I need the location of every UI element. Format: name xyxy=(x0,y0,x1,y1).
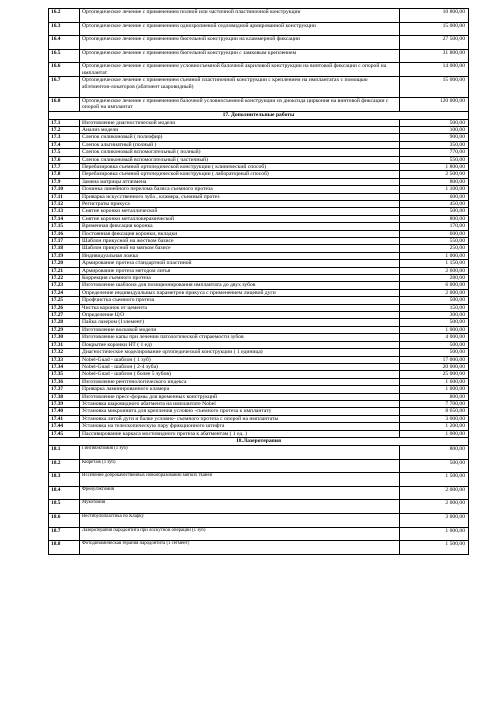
row-description: Приварка искусственного зуба , кламера, съемный протез xyxy=(80,193,400,200)
table-row xyxy=(49,371,469,378)
table-row xyxy=(49,430,469,437)
price-table xyxy=(48,8,469,555)
row-number: 17.14 xyxy=(49,215,80,222)
row-price: 8 650,00 xyxy=(400,408,469,415)
row-price: 500,00 xyxy=(400,459,469,473)
table-row xyxy=(49,215,469,222)
row-number: 17.23 xyxy=(49,282,80,289)
table-row xyxy=(49,304,469,311)
row-number: 17.21 xyxy=(49,267,80,274)
row-number: 17.18 xyxy=(49,245,80,252)
row-number: 17.44 xyxy=(49,423,80,430)
row-price: 550,00 xyxy=(400,156,469,163)
row-price: 170,00 xyxy=(400,223,469,230)
row-description: Лазеротерапия пародонтита при лоскутной операции (1 зуб) xyxy=(80,527,400,541)
row-description: Покрытие коронки НТ ( 1 ед) xyxy=(80,341,400,348)
row-description: Определение Ц/О xyxy=(80,312,400,319)
table-row xyxy=(49,245,469,252)
row-price: 500,00 xyxy=(400,297,469,304)
row-description: Приварка ламинированного кламера xyxy=(80,386,400,393)
row-price: 1 500,00 xyxy=(400,541,469,555)
row-number: 17.10 xyxy=(49,186,80,193)
table-row xyxy=(49,282,469,289)
table-row xyxy=(49,149,469,156)
table-row xyxy=(49,171,469,178)
row-description: Пассивирование каркаса мостовидного протеза к абатментам ( 1 ед. ) xyxy=(80,430,400,437)
row-description: Установка микроинита для крепления условно -съемного протеза к имплантату xyxy=(80,408,400,415)
section-header xyxy=(49,437,469,445)
section-title: 18.Лазеротерапия xyxy=(49,437,469,445)
row-description: Установка шаровидного абатмента на имплантате Nobel xyxy=(80,400,400,407)
row-price: 600,00 xyxy=(400,230,469,237)
row-number: 17.27 xyxy=(49,312,80,319)
row-description: Nobel-Guad - шаблон ( более 5 зубов) xyxy=(80,371,400,378)
row-description: Ортопедическое лечение с применением полной или частичной пластиночной конструкции xyxy=(80,9,400,23)
row-price: 500,00 xyxy=(400,349,469,356)
row-price: 1 200,00 xyxy=(400,423,469,430)
row-number: 18.2 xyxy=(49,459,80,473)
row-number: 17.29 xyxy=(49,326,80,333)
row-description: Изготовление пресс-формы для временных конструкций xyxy=(80,393,400,400)
row-number: 16.8 xyxy=(49,97,80,111)
table-row xyxy=(49,356,469,363)
table-row xyxy=(49,178,469,185)
table-row xyxy=(49,77,469,98)
row-number: 16.6 xyxy=(49,63,80,77)
table-row xyxy=(49,193,469,200)
row-number: 18.5 xyxy=(49,500,80,514)
row-number: 16.5 xyxy=(49,49,80,63)
row-price: 1 100,00 xyxy=(400,186,469,193)
row-description: Изготовление диагностической модели xyxy=(80,119,400,126)
row-number: 17.32 xyxy=(49,349,80,356)
table-row xyxy=(49,275,469,282)
row-price: 2 000,00 xyxy=(400,289,469,296)
table-row xyxy=(49,393,469,400)
table-row xyxy=(49,445,469,459)
row-number: 18.8 xyxy=(49,541,80,555)
row-number: 17.34 xyxy=(49,363,80,370)
price-table-body xyxy=(49,9,469,555)
row-price: 1 000,00 xyxy=(400,527,469,541)
section-header xyxy=(49,111,469,119)
row-description: Гингивэктомия (1 зуб) xyxy=(80,445,400,459)
row-description: Починка линейного перелома базиса съемного протеза xyxy=(80,186,400,193)
row-number: 17.3 xyxy=(49,134,80,141)
row-number: 17.26 xyxy=(49,304,80,311)
table-row xyxy=(49,423,469,430)
row-number: 16.4 xyxy=(49,36,80,50)
row-description: Ортопедическое лечение с применением однозропненой седловидной армированной конструкции xyxy=(80,22,400,36)
row-description: Коррекция съемного протеза xyxy=(80,275,400,282)
row-description: Диагностическое моделирование ортопедической конструкции ( 1 единица) xyxy=(80,349,400,356)
row-description: Временная фиксация коронка xyxy=(80,223,400,230)
table-row xyxy=(49,9,469,23)
row-price: 1 800,00 xyxy=(400,163,469,170)
table-row xyxy=(49,252,469,259)
row-description: Nobel-Guad - шаблон ( 2-4 зуба) xyxy=(80,363,400,370)
table-row xyxy=(49,459,469,473)
row-description: Профчистка съемного протеза xyxy=(80,297,400,304)
row-description: Ортопедическое лечение с применением бюгельной конструкции на кламмерной фиксации xyxy=(80,36,400,50)
row-number: 18.4 xyxy=(49,486,80,500)
row-price: 250,00 xyxy=(400,245,469,252)
row-description: Перебазировка съемной ортопедической конструкции ( клинический способ) xyxy=(80,163,400,170)
table-row xyxy=(49,260,469,267)
row-number: 17.39 xyxy=(49,400,80,407)
table-row xyxy=(49,400,469,407)
row-number: 17.45 xyxy=(49,430,80,437)
row-number: 17.12 xyxy=(49,200,80,207)
row-number: 16.3 xyxy=(49,22,80,36)
table-row xyxy=(49,334,469,341)
table-row xyxy=(49,341,469,348)
row-price: 100,00 xyxy=(400,126,469,133)
row-number: 17.37 xyxy=(49,386,80,393)
row-number: 17.2 xyxy=(49,126,80,133)
row-description: Вестибулопластика по Кларку xyxy=(80,513,400,527)
table-row xyxy=(49,473,469,487)
row-price: 800,00 xyxy=(400,445,469,459)
row-description: Фотодинамическая терапия пародонтита (1 сегмент) xyxy=(80,541,400,555)
table-row xyxy=(49,141,469,148)
row-price: 900,00 xyxy=(400,134,469,141)
table-row xyxy=(49,486,469,500)
row-number: 17.4 xyxy=(49,141,80,148)
row-price: 550,00 xyxy=(400,238,469,245)
table-row xyxy=(49,500,469,514)
row-description: Установка на телескопическую пару фрикционного штифта xyxy=(80,423,400,430)
row-description: Чистка коронок от цемента xyxy=(80,304,400,311)
row-description: Френулэктомия xyxy=(80,486,400,500)
row-number: 17.36 xyxy=(49,378,80,385)
row-number: 17.15 xyxy=(49,223,80,230)
row-number: 17.20 xyxy=(49,260,80,267)
row-number: 17.22 xyxy=(49,275,80,282)
row-price: 14 000,00 xyxy=(400,63,469,77)
table-row xyxy=(49,63,469,77)
row-description: Мукотомия xyxy=(80,500,400,514)
row-description: Ортопедическое лечение с применением условносъемной балочной акриловой конструкции на винтовой фиксации с опорой на имплантат xyxy=(80,63,400,77)
row-number: 17.24 xyxy=(49,289,80,296)
row-description: Замена матрицы аттачмена xyxy=(80,178,400,185)
row-price: 1 000,00 xyxy=(400,430,469,437)
row-number: 17.8 xyxy=(49,171,80,178)
row-price: 2 000,00 xyxy=(400,500,469,514)
row-price: 31 800,00 xyxy=(400,49,469,63)
table-row xyxy=(49,97,469,111)
table-row xyxy=(49,134,469,141)
row-number: 18.1 xyxy=(49,445,80,459)
table-row xyxy=(49,289,469,296)
row-description: Изготовление шаблона для позиционирования имплантата до двух зубов xyxy=(80,282,400,289)
row-price: 300,00 xyxy=(400,312,469,319)
row-number: 17.9 xyxy=(49,178,80,185)
row-price: 15 000,00 xyxy=(400,77,469,98)
row-number: 16.7 xyxy=(49,77,80,98)
table-row xyxy=(49,513,469,527)
section-title: 17. Дополнительные работы xyxy=(49,111,469,119)
row-description: Снятие коронки металлокерамической xyxy=(80,215,400,222)
table-row xyxy=(49,312,469,319)
row-description: Кюретаж (1 зуб) xyxy=(80,459,400,473)
row-price: 25 000,00 xyxy=(400,371,469,378)
table-row xyxy=(49,326,469,333)
row-number: 17.1 xyxy=(49,119,80,126)
row-price: 27 500,00 xyxy=(400,36,469,50)
table-row xyxy=(49,163,469,170)
table-row xyxy=(49,415,469,422)
row-number: 17.35 xyxy=(49,371,80,378)
row-price: 4 000,00 xyxy=(400,334,469,341)
row-description: Изготовление восковой модели xyxy=(80,326,400,333)
table-row xyxy=(49,527,469,541)
table-row xyxy=(49,200,469,207)
row-number: 17.6 xyxy=(49,156,80,163)
row-price: 120 000,00 xyxy=(400,97,469,111)
row-number: 17.30 xyxy=(49,334,80,341)
row-description: Шаблон прикусной на мягком базисе xyxy=(80,245,400,252)
row-price: 800,00 xyxy=(400,178,469,185)
table-row xyxy=(49,349,469,356)
row-number: 17.33 xyxy=(49,356,80,363)
table-row xyxy=(49,126,469,133)
row-number: 17.11 xyxy=(49,193,80,200)
row-number: 16.2 xyxy=(49,9,80,23)
row-price: 15 000,00 xyxy=(400,22,469,36)
row-number: 17.28 xyxy=(49,319,80,326)
row-price: 3 000,00 xyxy=(400,415,469,422)
table-row xyxy=(49,386,469,393)
row-description: Постоянная фиксация коронки, вкладки xyxy=(80,230,400,237)
row-number: 17.19 xyxy=(49,252,80,259)
row-price: 800,00 xyxy=(400,215,469,222)
row-price: 150,00 xyxy=(400,304,469,311)
row-description: Индивидуальная ложка xyxy=(80,252,400,259)
price-list-sheet xyxy=(48,8,468,555)
row-number: 17.31 xyxy=(49,341,80,348)
row-description: Слепок альгинатный (полный ) xyxy=(80,141,400,148)
row-number: 17.38 xyxy=(49,393,80,400)
row-number: 17.5 xyxy=(49,149,80,156)
row-number: 17.7 xyxy=(49,163,80,170)
row-price: 770,00 xyxy=(400,149,469,156)
row-price: 10 800,00 xyxy=(400,9,469,23)
table-row xyxy=(49,408,469,415)
row-price: 600,00 xyxy=(400,193,469,200)
row-price: 6 000,00 xyxy=(400,282,469,289)
row-description: Определение индивидуальных параметров прикуса с применением лицевой дуги xyxy=(80,289,400,296)
row-description: Ортопедическое лечение с применением бюгельной конструкции с замковым креплением xyxy=(80,49,400,63)
row-description: Слепок силиконовый вспомогательный ( частичный) xyxy=(80,156,400,163)
row-number: 18.7 xyxy=(49,527,80,541)
row-description: Шаблон прикусной на жестком базисе xyxy=(80,238,400,245)
row-description: Слепок силиконовый вспомогательный ( полный) xyxy=(80,149,400,156)
row-number: 18.3 xyxy=(49,473,80,487)
table-row xyxy=(49,119,469,126)
row-price: 2 000,00 xyxy=(400,486,469,500)
table-row xyxy=(49,186,469,193)
row-price: 1 150,00 xyxy=(400,260,469,267)
row-price: 1 000,00 xyxy=(400,386,469,393)
table-row xyxy=(49,238,469,245)
table-row xyxy=(49,363,469,370)
row-price: 1 000,00 xyxy=(400,326,469,333)
row-price: 1 600,00 xyxy=(400,378,469,385)
table-row xyxy=(49,378,469,385)
table-row xyxy=(49,208,469,215)
table-row xyxy=(49,230,469,237)
row-price: 1 500,00 xyxy=(400,473,469,487)
row-price: 280,00 xyxy=(400,275,469,282)
row-price: 1 000,00 xyxy=(400,252,469,259)
row-description: Иссечение доброкачественных новообразований мягких тканей xyxy=(80,473,400,487)
row-price: 350,00 xyxy=(400,141,469,148)
row-description: Nobel-Guad - шаблон ( 1 зуб) xyxy=(80,356,400,363)
row-description: Изготовление капы при лечении патологической стираемости зубов xyxy=(80,334,400,341)
row-price: 500,00 xyxy=(400,319,469,326)
row-description: Снятие коронки металлической xyxy=(80,208,400,215)
row-price: 17 000,00 xyxy=(400,356,469,363)
table-row xyxy=(49,36,469,50)
row-number: 17.17 xyxy=(49,238,80,245)
row-description: Ортопедическое лечение с применением балочной условносъемной конструкции из диоксида циркония на винтовой фиксации с опорой на имплантат xyxy=(80,97,400,111)
row-description: Анализ модели xyxy=(80,126,400,133)
row-number: 18.6 xyxy=(49,513,80,527)
table-row xyxy=(49,22,469,36)
row-description: Перебазировка съемной ортопедической конструкции ( лабораторный способ) xyxy=(80,171,400,178)
table-row xyxy=(49,319,469,326)
row-description: Армирование протеза стандартной пластиной xyxy=(80,260,400,267)
row-number: 17.25 xyxy=(49,297,80,304)
row-price: 450,00 xyxy=(400,200,469,207)
row-price: 7 700,00 xyxy=(400,400,469,407)
row-price: 800,00 xyxy=(400,393,469,400)
row-price: 20 000,00 xyxy=(400,363,469,370)
table-row xyxy=(49,156,469,163)
row-description: Слепок силиконовый ( полиэфир) xyxy=(80,134,400,141)
row-price: 2 600,00 xyxy=(400,267,469,274)
row-price: 500,00 xyxy=(400,119,469,126)
row-description: Ортопедическое лечение с применением съемной пластиночной конструкции с креплением на имплантатах с помощью абэтментов-локаторов (абатмент шаровидный) xyxy=(80,77,400,98)
row-price: 500,00 xyxy=(400,208,469,215)
row-number: 17.40 xyxy=(49,408,80,415)
table-row xyxy=(49,267,469,274)
row-price: 2 500,00 xyxy=(400,171,469,178)
table-row xyxy=(49,541,469,555)
row-price: 500,00 xyxy=(400,341,469,348)
row-price: 3 000,00 xyxy=(400,513,469,527)
row-number: 17.41 xyxy=(49,415,80,422)
row-description: Пайка лазером (1элемент) xyxy=(80,319,400,326)
row-description: Установка литой дуги и балке условно- съемного протеза с опорой на имплантаты xyxy=(80,415,400,422)
table-row xyxy=(49,49,469,63)
row-description: Регистраты прикуса xyxy=(80,200,400,207)
row-number: 17.13 xyxy=(49,208,80,215)
row-description: Изготовление рентгенологического индекса xyxy=(80,378,400,385)
table-row xyxy=(49,223,469,230)
table-row xyxy=(49,297,469,304)
row-number: 17.16 xyxy=(49,230,80,237)
row-description: Армирование протеза методом литья xyxy=(80,267,400,274)
